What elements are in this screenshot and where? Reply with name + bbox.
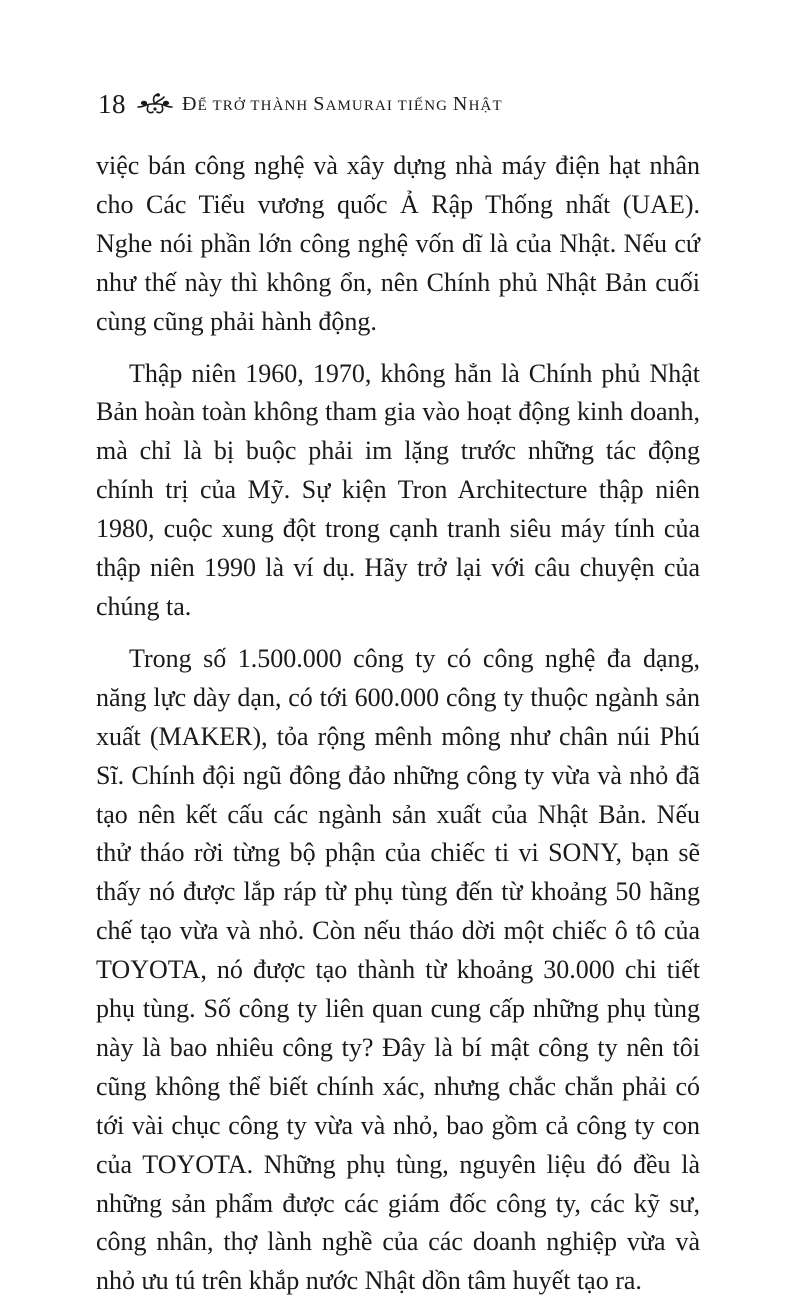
- running-title-segment: AMURAI TIẾNG: [325, 97, 453, 114]
- running-title-segment: HẬT: [468, 97, 503, 114]
- paragraph: việc bán công nghệ và xây dựng nhà máy điện hạt nhân cho Các Tiểu vương quốc Ả Rập Thống nhất (UAE). Nghe nói phần lớn công nghệ vốn dĩ là của Nhật. Nếu cứ như thế này thì không ổn, nên Chính phủ Nhật Bản cuối cùng cũng phải hành động.: [96, 151, 700, 336]
- running-title-segment: Ể TRỞ THÀNH: [197, 97, 314, 114]
- running-title-segment: S: [313, 92, 326, 115]
- floral-ornament-icon: [136, 91, 174, 117]
- paragraph: Thập niên 1960, 1970, không hẳn là Chính phủ Nhật Bản hoàn toàn không tham gia vào hoạt động kinh doanh, mà chỉ là bị buộc phải im lặng trước những tác động chính trị của Mỹ. Sự kiện Tron Architecture thập niên 1980, cuộc xung đột trong cạnh tranh siêu máy tính của thập niên 1990 là ví dụ. Hãy trở lại với câu chuyện của chúng ta.: [96, 358, 700, 621]
- running-header: [98, 84, 503, 124]
- running-title-segment: N: [452, 92, 469, 115]
- running-title-segment: Đ: [182, 92, 198, 115]
- body-text: [96, 147, 700, 1301]
- running-title: [182, 93, 503, 116]
- paragraph: Trong số 1.500.000 công ty có công nghệ đa dạng, năng lực dày dạn, có tới 600.000 công ty thuộc ngành sản xuất (MAKER), tỏa rộng mênh mông như chân núi Phú Sĩ. Chính đội ngũ đông đảo những công ty vừa và nhỏ đã tạo nên kết cấu các ngành sản xuất của Nhật Bản. Nếu thử tháo rời từng bộ phận của chiếc ti vi SONY, bạn sẽ thấy nó được lắp ráp từ phụ tùng đến từ khoảng 50 hãng chế tạo vừa và nhỏ. Còn nếu tháo dời một chiếc ô tô của TOYOTA, nó được tạo thành từ khoảng 30.000 chi tiết phụ tùng. Số công ty liên quan cung cấp những phụ tùng này là bao nhiêu công ty? Đây là bí mật công ty nên tôi cũng không thể biết chính xác, nhưng chắc chắn phải có tới vài chục công ty vừa và nhỏ, bao gồm cả công ty con của TOYOTA. Những phụ tùng, nguyên liệu đó đều là những sản phẩm được các giám đốc công ty, các kỹ sư, công nhân, thợ lành nghề của các doanh nghiệp vừa và nhỏ ưu tú trên khắp nước Nhật dồn tâm huyết tạo ra.: [96, 643, 700, 1296]
- page-number: 18: [98, 88, 126, 119]
